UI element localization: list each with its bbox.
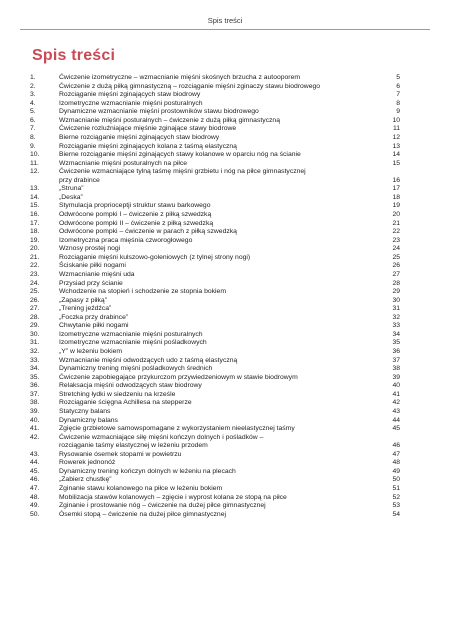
toc-entry-page-number: 14	[392, 151, 400, 159]
toc-entry-page-number: 29	[392, 288, 400, 296]
toc-entry-page-number: 19	[392, 202, 400, 210]
toc-entry-title: „Foczka przy drabince”	[59, 313, 129, 321]
toc-entry-number: 45.	[30, 467, 40, 475]
toc-entry-title: Chwytanie piłki nogami	[59, 322, 129, 330]
toc-entry[interactable]	[30, 357, 400, 366]
toc-entry-title: Dynamiczne wzmacnianie mięśni prostowników stawu biodrowego	[59, 108, 259, 116]
toc-entry[interactable]	[30, 425, 400, 434]
toc-entry[interactable]	[30, 511, 400, 520]
toc-entry-title: Rozciąganie mięśni zginających staw biodrowy	[59, 91, 201, 99]
toc-entry-page-number: 47	[392, 450, 400, 458]
toc-entry[interactable]	[30, 125, 400, 134]
toc-entry-number: 13.	[30, 185, 40, 193]
toc-entry-number: 37.	[30, 390, 40, 398]
toc-entry-page-number: 12	[392, 133, 400, 141]
toc-list	[30, 74, 400, 519]
toc-entry-number: 20.	[30, 245, 40, 253]
toc-entry[interactable]	[30, 160, 400, 169]
toc-entry-number: 27.	[30, 305, 40, 313]
toc-entry-number: 12.	[30, 168, 40, 176]
toc-entry-title: „Zabierz chustkę”	[59, 476, 112, 484]
toc-entry-page-number: 5	[396, 74, 400, 81]
toc-entry[interactable]	[30, 202, 400, 211]
toc-entry-number: 30.	[30, 330, 40, 338]
toc-entry-page-number: 33	[392, 322, 400, 330]
toc-entry-number: 17.	[30, 219, 40, 227]
toc-entry-page-number: 28	[392, 279, 400, 287]
toc-entry[interactable]	[30, 399, 400, 408]
toc-entry-title: Ćwiczenie rozluźniające mięśnie zginające stawy biodrowe	[59, 125, 237, 133]
toc-entry-title: Ćwiczenie wzmacniające tylną taśmę mięśni grzbietu i nóg na piłce gimnastycznej	[59, 168, 306, 176]
toc-entry[interactable]	[30, 108, 400, 117]
toc-entry-number: 25.	[30, 288, 40, 296]
toc-entry-page-number: 38	[392, 365, 400, 373]
toc-entry-title: Wznosy prostej nogi	[59, 245, 121, 253]
toc-entry[interactable]	[30, 485, 400, 494]
toc-entry-number: 28.	[30, 313, 40, 321]
toc-entry[interactable]	[30, 143, 400, 152]
toc-entry-number: 44.	[30, 459, 40, 467]
toc-entry-page-number: 6	[396, 82, 400, 90]
toc-entry-number: 16.	[30, 211, 40, 218]
toc-entry-number: 49.	[30, 502, 40, 510]
toc-entry-page-number: 17	[392, 185, 400, 193]
toc-entry[interactable]	[30, 100, 400, 109]
toc-entry[interactable]	[30, 502, 400, 511]
toc-entry[interactable]	[30, 339, 400, 348]
toc-entry-page-number: 10	[392, 116, 400, 124]
toc-entry[interactable]	[30, 83, 400, 92]
toc-entry-page-number: 32	[392, 313, 400, 321]
toc-entry-number: 47.	[30, 485, 40, 492]
toc-entry-page-number: 11	[392, 125, 400, 133]
toc-entry-number: 8.	[30, 133, 36, 141]
toc-entry-page-number: 50	[392, 476, 400, 484]
toc-entry-title: Stretching łydki w siedzeniu na krześle	[59, 390, 176, 398]
toc-entry-number: 43.	[30, 450, 40, 458]
toc-entry-title: Bierne rozciąganie mięśni zginających staw biodrowy	[59, 133, 220, 141]
toc-entry-number: 36.	[30, 382, 40, 390]
toc-entry-number: 4.	[30, 99, 36, 107]
toc-entry-page-number: 15	[392, 159, 400, 167]
toc-entry-title: Rozciąganie mięśni kulszowo-goleniowych (z tylnej strony nogi)	[59, 253, 251, 261]
toc-entry-number: 38.	[30, 399, 40, 407]
toc-entry-number: 7.	[30, 125, 36, 133]
toc-entry-title: Ćwiczenie wzmacniające siłę mięśni kończyn dolnych i pośladków –	[59, 433, 264, 441]
toc-entry-title: Wzmacnianie mięśni odwodzących udo z taśmą elastyczną	[59, 356, 238, 364]
toc-entry-number: 41.	[30, 425, 40, 433]
toc-entry-page-number: 9	[396, 108, 400, 116]
toc-entry-number: 22.	[30, 262, 40, 270]
toc-entry-title: Przysiad przy ścianie	[59, 279, 123, 287]
toc-entry-number: 3.	[30, 91, 36, 99]
toc-entry[interactable]	[30, 348, 400, 357]
toc-entry[interactable]	[30, 494, 400, 503]
toc-entry[interactable]	[30, 434, 400, 451]
toc-entry-page-number: 24	[392, 245, 400, 253]
toc-entry-number: 2.	[30, 82, 36, 90]
toc-entry-title: Ćwiczenie izometryczne – wzmacnianie mięśni skośnych brzucha z autooporem	[59, 74, 301, 81]
toc-entry[interactable]	[30, 451, 400, 460]
toc-entry-title: Wzmacnianie mięśni uda	[59, 270, 135, 278]
toc-entry[interactable]	[30, 237, 400, 246]
toc-entry-title: Zginanie stawu kolanowego na piłce w leżeniu bokiem	[59, 485, 223, 492]
toc-entry[interactable]	[30, 408, 400, 417]
toc-entry-title: „Zapasy z piłką”	[59, 296, 107, 304]
toc-entry-title: Wzmacnianie mięśni posturalnych – ćwiczenie z dużą piłką gimnastyczną	[59, 116, 280, 124]
toc-entry-title: Stymulacja proprioceptji struktur stawu barkowego	[59, 202, 211, 210]
toc-entry[interactable]	[30, 262, 400, 271]
toc-entry[interactable]	[30, 391, 400, 400]
toc-entry-page-number: 21	[392, 219, 400, 227]
toc-entry-page-number: 53	[392, 502, 400, 510]
toc-entry-title: Statyczny balans	[59, 407, 111, 415]
toc-entry-title: Relaksacja mięśni odwodzących staw biodrowy	[59, 382, 202, 390]
toc-entry-page-number: 13	[392, 142, 400, 150]
toc-entry-number: 18.	[30, 228, 40, 236]
toc-entry-page-number: 8	[396, 99, 400, 107]
toc-entry-title: rozciąganie taśmy elastycznej w leżeniu przodem	[59, 442, 208, 450]
toc-entry-title: przy drabince	[59, 176, 100, 184]
toc-entry-page-number: 51	[392, 485, 400, 492]
toc-entry-title: Ćwiczenie z dużą piłką gimnastyczną – rozciąganie mięśni zginaczy stawu biodrowego	[59, 82, 321, 90]
toc-entry-page-number: 44	[392, 416, 400, 424]
toc-entry[interactable]	[30, 297, 400, 306]
toc-entry-number: 15.	[30, 202, 40, 210]
toc-entry[interactable]	[30, 476, 400, 485]
toc-entry-number: 29.	[30, 322, 40, 330]
toc-entry-title: Zgięcie grzbietowe samowspomagane z wykorzystaniem nieelastycznej taśmy	[59, 425, 295, 433]
toc-entry[interactable]	[30, 374, 400, 383]
toc-entry[interactable]	[30, 322, 400, 331]
toc-entry-page-number: 25	[392, 253, 400, 261]
toc-entry[interactable]	[30, 417, 400, 426]
toc-entry-number: 39.	[30, 407, 40, 415]
toc-entry-page-number: 36	[392, 348, 400, 355]
toc-entry[interactable]	[30, 168, 400, 185]
toc-entry-title: Rowerek jednonóż	[59, 459, 116, 467]
running-header: Spis treści	[207, 16, 243, 25]
toc-entry-page-number: 26	[392, 262, 400, 270]
toc-entry-page-number: 34	[392, 330, 400, 338]
toc-entry-title: Rysowanie ósemek stopami w powietrzu	[59, 450, 182, 458]
toc-entry-page-number: 37	[392, 356, 400, 364]
toc-title: Spis treści	[32, 47, 116, 64]
toc-entry-title: Bierne rozciąganie mięśni zginających stawy kolanowe w oparciu nóg na ścianie	[59, 151, 301, 159]
toc-entry[interactable]	[30, 185, 400, 194]
toc-entry-title: Dynamiczny trening mięśni pośladkowych średnich	[59, 365, 213, 373]
toc-entry-title: Ósemki stopą – ćwiczenie na dużej piłce gimnastycznej	[59, 510, 226, 518]
toc-entry[interactable]	[30, 288, 400, 297]
header-divider	[20, 29, 430, 30]
toc-entry-page-number: 41	[392, 390, 400, 398]
toc-entry-number: 23.	[30, 270, 40, 278]
toc-entry[interactable]	[30, 280, 400, 289]
toc-entry-title: Odwrócone pompki II – ćwiczenie z piłką szwedzką	[59, 219, 214, 227]
toc-entry-title: Odwrócone pompki – ćwiczenie w parach z piłką szwedzką	[59, 228, 237, 236]
toc-entry-title: Odwrócone pompki I – ćwiczenie z piłką szwedzką	[59, 211, 212, 218]
toc-entry-number: 19.	[30, 236, 40, 244]
toc-entry-page-number: 23	[392, 236, 400, 244]
toc-entry-title: „Trening jeźdźca”	[59, 305, 112, 313]
toc-entry-page-number: 52	[392, 493, 400, 501]
toc-entry-number: 33.	[30, 356, 40, 364]
toc-entry[interactable]	[30, 271, 400, 280]
toc-entry-number: 46.	[30, 476, 40, 484]
toc-entry-number: 5.	[30, 108, 36, 116]
toc-entry-number: 1.	[30, 74, 36, 81]
toc-entry[interactable]	[30, 211, 400, 220]
toc-entry-title: Dynamiczny trening kończyn dolnych w leżeniu na plecach	[59, 467, 236, 475]
toc-entry-page-number: 18	[392, 193, 400, 201]
toc-entry-title: Izometryczne wzmacnianie mięśni posturalnych	[59, 330, 203, 338]
toc-entry-page-number: 46	[392, 442, 400, 450]
toc-entry[interactable]	[30, 220, 400, 229]
toc-entry-number: 26.	[30, 296, 40, 304]
toc-entry-page-number: 54	[392, 510, 400, 518]
toc-entry-title: Ściskanie piłki nogami	[59, 262, 126, 270]
toc-entry-title: Wchodzenie na stopień i schodzenie ze stopnia bokiem	[59, 288, 227, 296]
toc-entry[interactable]	[30, 314, 400, 323]
toc-entry-number: 50.	[30, 510, 40, 518]
toc-entry-page-number: 42	[392, 399, 400, 407]
toc-entry[interactable]	[30, 245, 400, 254]
toc-entry-page-number: 39	[392, 373, 400, 381]
toc-entry-number: 40.	[30, 416, 40, 424]
toc-entry-number: 42.	[30, 433, 40, 441]
toc-entry-page-number: 31	[392, 305, 400, 313]
toc-entry-page-number: 40	[392, 382, 400, 390]
toc-entry[interactable]	[30, 194, 400, 203]
toc-entry-title: Mobilizacja stawów kolanowych – zgięcie i wyprost kolana ze stopą na piłce	[59, 493, 287, 501]
toc-entry-number: 32.	[30, 348, 40, 355]
toc-entry-title: Izometryczna praca mięśnia czworogłowego	[59, 236, 193, 244]
toc-entry[interactable]	[30, 91, 400, 100]
toc-entry-number: 11.	[30, 159, 39, 167]
toc-entry-title: Rozciąganie mięśni zginających kolana z taśmą elastyczną	[59, 142, 237, 150]
toc-entry-number: 34.	[30, 365, 40, 373]
toc-entry-number: 24.	[30, 279, 40, 287]
toc-entry-title: „Struna”	[59, 185, 84, 193]
toc-entry-title: Dynamiczny balans	[59, 416, 118, 424]
toc-entry-title: Wzmacnianie mięśni posturalnych na piłce	[59, 159, 188, 167]
toc-entry[interactable]	[30, 382, 400, 391]
toc-entry-page-number: 22	[392, 228, 400, 236]
toc-entry[interactable]	[30, 331, 400, 340]
toc-entry-number: 48.	[30, 493, 40, 501]
toc-entry-title: Rozciąganie ścięgna Achillesa na stepperze	[59, 399, 192, 407]
toc-entry-number: 6.	[30, 116, 36, 124]
toc-entry-title: Izometryczne wzmacnianie mięśni posturalnych	[59, 99, 203, 107]
toc-entry[interactable]	[30, 468, 400, 477]
toc-entry-page-number: 20	[392, 211, 400, 218]
toc-entry-title: „Y” w leżeniu bokiem	[59, 348, 123, 355]
toc-entry-page-number: 49	[392, 467, 400, 475]
toc-entry-page-number: 48	[392, 459, 400, 467]
toc-entry[interactable]	[30, 459, 400, 468]
toc-entry[interactable]	[30, 365, 400, 374]
toc-entry[interactable]	[30, 151, 400, 160]
toc-entry-number: 10.	[30, 151, 40, 159]
toc-entry[interactable]	[30, 134, 400, 143]
toc-entry-number: 35.	[30, 373, 40, 381]
toc-entry-title: Ćwiczenie zapobiegające przykurczom przywiedzeniowym w stawie biodrowym	[59, 373, 298, 381]
toc-entry[interactable]	[30, 228, 400, 237]
toc-entry[interactable]	[30, 74, 400, 83]
toc-entry-page-number: 35	[392, 339, 400, 347]
toc-entry-number: 14.	[30, 193, 40, 201]
toc-entry-page-number: 16	[392, 176, 400, 184]
toc-entry-page-number: 27	[392, 270, 400, 278]
toc-entry-page-number: 45	[392, 425, 400, 433]
toc-entry-title: „Deska”	[59, 193, 83, 201]
toc-entry-title: Zginanie i prostowanie nóg – ćwiczenie na dużej piłce gimnastycznej	[59, 502, 266, 510]
toc-entry[interactable]	[30, 305, 400, 314]
toc-entry-title: Izometryczne wzmacnianie mięśni pośladkowych	[59, 339, 207, 347]
toc-entry-number: 31.	[30, 339, 40, 347]
toc-entry-page-number: 30	[392, 296, 400, 304]
toc-entry-page-number: 43	[392, 407, 400, 415]
toc-entry-page-number: 7	[396, 91, 400, 99]
toc-entry-number: 21.	[30, 253, 40, 261]
toc-entry-number: 9.	[30, 142, 36, 150]
